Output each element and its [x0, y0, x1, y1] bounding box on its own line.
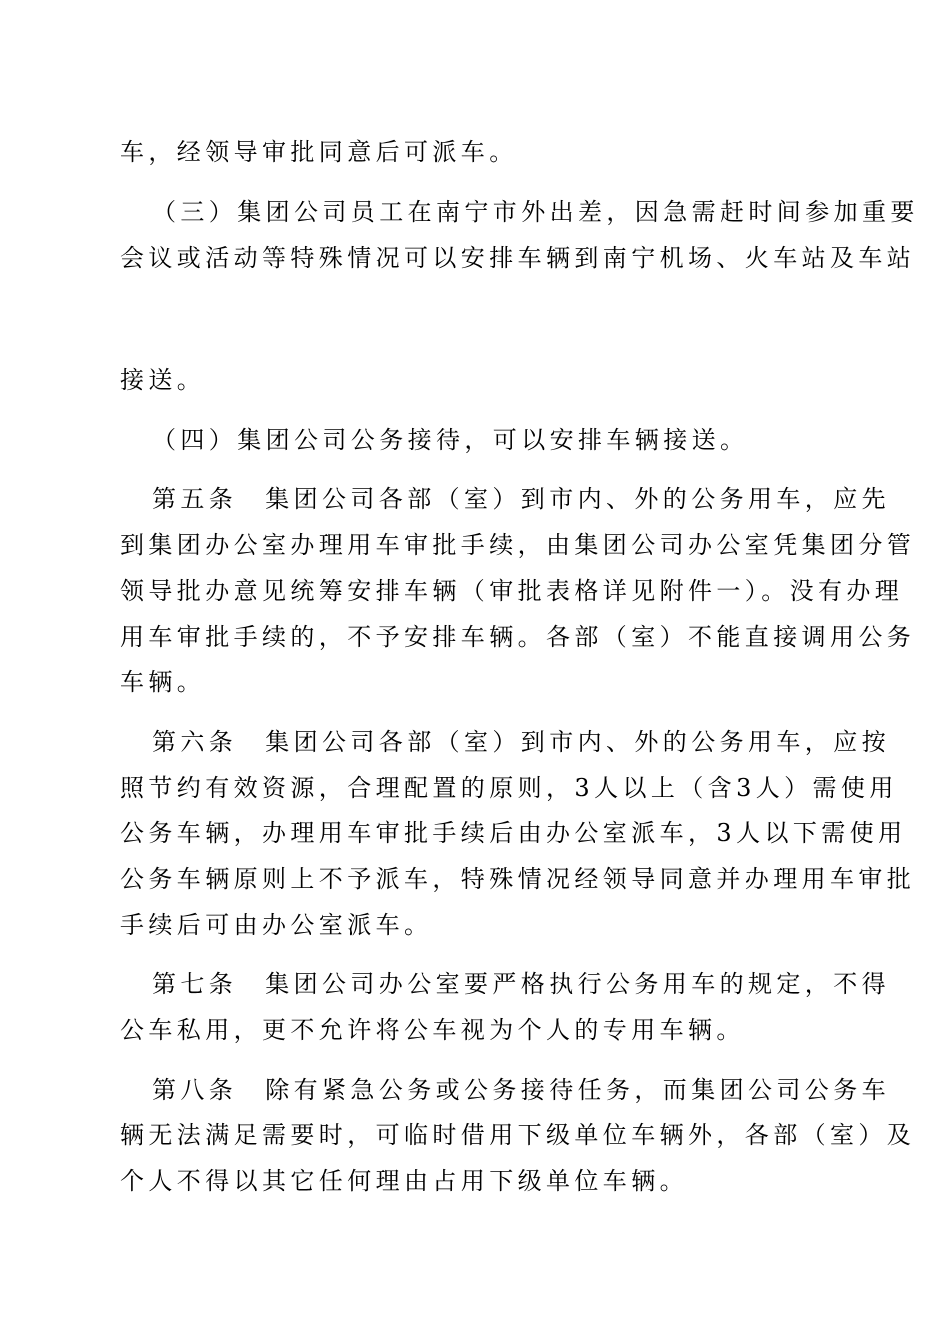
paragraph-line: 用车审批手续的，不予安排车辆。各部（室）不能直接调用公务 [120, 623, 916, 651]
article-6-first-line [152, 727, 891, 757]
article-heading: 第八条 [152, 1076, 238, 1104]
article-text: 集团公司各部（室）到市内、外的公务用车，应按 [265, 728, 891, 756]
article-7-first-line [152, 969, 891, 999]
paragraph-line: 公务车辆，办理用车审批手续后由办公室派车，3人以下需使用 [120, 819, 907, 847]
paragraph-line: 个人不得以其它任何理由占用下级单位车辆。 [120, 1167, 688, 1195]
paragraph-line: 到集团办公室办理用车审批手续，由集团公司办公室凭集团分管 [120, 531, 916, 559]
article-heading: 第六条 [152, 728, 238, 756]
article-5-first-line [152, 484, 891, 514]
paragraph-line: 会议或活动等特殊情况可以安排车辆到南宁机场、火车站及车站 [120, 244, 916, 272]
paragraph-line: 接送。 [120, 366, 206, 394]
paragraph-line: 公务车辆原则上不予派车，特殊情况经领导同意并办理用车审批 [120, 865, 916, 893]
paragraph-line: 照节约有效资源，合理配置的原则，3人以上（含3人）需使用 [120, 774, 898, 802]
paragraph-line: 车辆。 [120, 668, 206, 696]
paragraph-line: 领导批办意见统筹安排车辆（审批表格详见附件一）。没有办理 [120, 577, 904, 605]
article-heading: 第七条 [152, 970, 238, 998]
article-text: 集团公司各部（室）到市内、外的公务用车，应先 [265, 485, 891, 513]
article-heading: 第五条 [152, 485, 238, 513]
paragraph-line: 手续后可由办公室派车。 [120, 911, 433, 939]
paragraph-line: 辆无法满足需要时，可临时借用下级单位车辆外，各部（室）及 [120, 1121, 916, 1149]
article-text: 集团公司办公室要严格执行公务用车的规定，不得 [265, 970, 891, 998]
paragraph-line: 车，经领导审批同意后可派车。 [120, 138, 518, 166]
paragraph-line: 公车私用，更不允许将公车视为个人的专用车辆。 [120, 1016, 745, 1044]
paragraph-line: （四）集团公司公务接待，可以安排车辆接送。 [152, 426, 749, 454]
article-8-first-line [152, 1075, 891, 1105]
paragraph-line: （三）集团公司员工在南宁市外出差，因急需赶时间参加重要 [152, 198, 919, 226]
article-text: 除有紧急公务或公务接待任务，而集团公司公务车 [265, 1076, 891, 1104]
